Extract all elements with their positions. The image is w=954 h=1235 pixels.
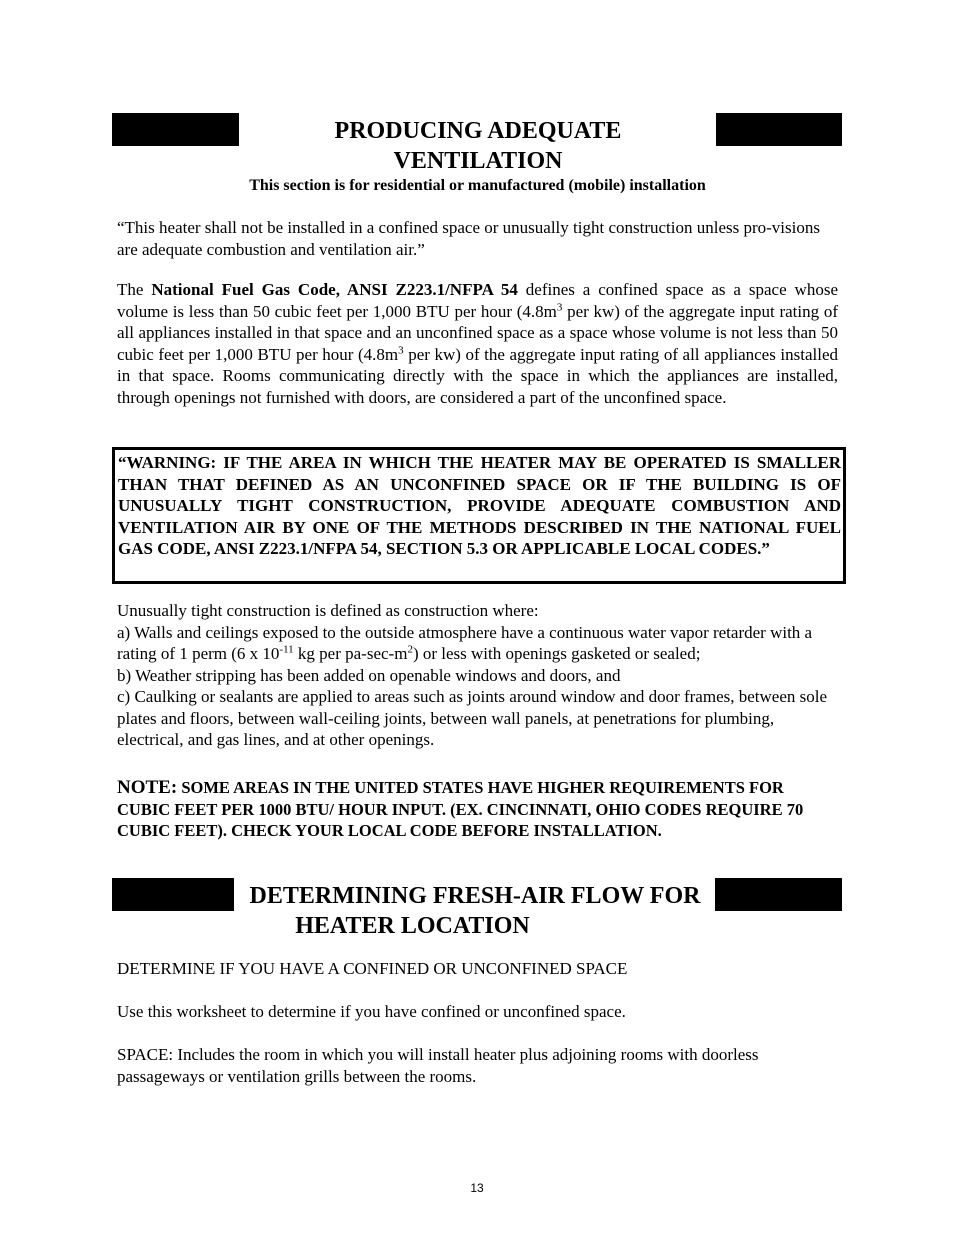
section2-title-line2: HEATER LOCATION [295, 913, 530, 939]
nfgc-part1: defines a confined space as a space whose volume is less than 50 cubic feet per 1,000 BTU per hour (4.8m [117, 280, 838, 321]
quote-paragraph: “This heater shall not be installed in a confined space or unusually tight construction unless pro-visions are adequate combustion and ventilation air.” [117, 218, 820, 259]
nfgc-part2: per kw) of the aggregate input rating of all appliances installed in that space and an unconfined space as a space whose volume is not less than 50 cubic feet per 1,000 BTU per hour (4.8m [117, 301, 838, 364]
page-number: 13 [470, 1181, 484, 1195]
header-bar-right [716, 113, 842, 146]
nfgc-part3: per kw) of the aggregate input rating of all appliances installed in that space. Rooms communicating directly with the space in which the appliances are installed, through openings not furnished with doors, are considered a part of the unconfined space. [117, 344, 838, 407]
tight-item-b: b) Weather stripping has been added on openable windows and doors, and [117, 665, 621, 685]
tight-a-part2: kg per pa-sec-m [293, 644, 408, 663]
tight-intro: Unusually tight construction is defined as construction where: [117, 601, 539, 620]
note-lead: NOTE: [117, 777, 178, 798]
tight-a-sup2: 2 [407, 643, 413, 656]
section2-title-line1: DETERMINING FRESH-AIR FLOW FOR [249, 883, 701, 909]
nfgc-sup2: 3 [398, 343, 404, 356]
header-bar-right-2 [715, 878, 842, 911]
nfgc-prefix: The [117, 280, 152, 299]
worksheet-line: Use this worksheet to determine if you have confined or unconfined space. [117, 1002, 626, 1021]
section-subtitle: This section is for residential or manufactured (mobile) installation [249, 177, 706, 194]
space-paragraph: SPACE: Includes the room in which you will install heater plus adjoining rooms with doorless passageways or ventilation grills between the rooms. [117, 1045, 759, 1086]
nfgc-paragraph [117, 279, 838, 408]
nfgc-code: National Fuel Gas Code, ANSI Z223.1/NFPA 54 [151, 280, 518, 299]
tight-item-a [117, 622, 838, 665]
note-text: SOME AREAS IN THE UNITED STATES HAVE HIGHER REQUIREMENTS FOR CUBIC FEET PER 1000 BTU/ HOUR INPUT. (EX. CINCINNATI, OHIO CODES REQUIRE 70 CUBIC FEET). CHECK YOUR LOCAL CODE BEFORE INSTALLATION. [117, 778, 804, 841]
tight-a-part1: a) Walls and ceilings exposed to the outside atmosphere have a continuous water vapor retarder with a rating of 1 perm (6 x 10 [117, 622, 813, 663]
tight-a-part3: ) or less with openings gasketed or sealed; [412, 644, 701, 663]
tight-construction [117, 600, 838, 751]
nfgc-sup1: 3 [556, 300, 563, 313]
header-bar-left-2 [112, 878, 234, 911]
header-bar-left [112, 113, 239, 146]
determine-line: DETERMINE IF YOU HAVE A CONFINED OR UNCONFINED SPACE [117, 959, 628, 978]
section-title-line1: PRODUCING ADEQUATE [334, 118, 622, 144]
section-title-line2: VENTILATION [393, 148, 563, 174]
tight-item-c: c) Caulking or sealants are applied to areas such as joints around window and door frames, between sole plates and floors, between wall-ceiling joints, between wall panels, at penetrations for plumbing, electrical, and gas lines, and at other openings. [117, 687, 828, 749]
section-title [240, 116, 716, 176]
note-paragraph [117, 777, 838, 842]
tight-a-sup1: -11 [279, 643, 294, 656]
warning-box: “WARNING: IF THE AREA IN WHICH THE HEATER MAY BE OPERATED IS SMALLER THAN THAT DEFINED AS AN UNCONFINED SPACE OR IF THE BUILDING IS OF UNUSUALLY TIGHT CONSTRUCTION, PROVIDE ADEQUATE COMBUSTION AND VENTILATION AIR BY ONE OF THE METHODS DESCRIBED IN THE NATIONAL FUEL GAS CODE, ANSI Z223.1/NFPA 54, SECTION 5.3 OR APPLICABLE LOCAL CODES.” [112, 447, 846, 584]
